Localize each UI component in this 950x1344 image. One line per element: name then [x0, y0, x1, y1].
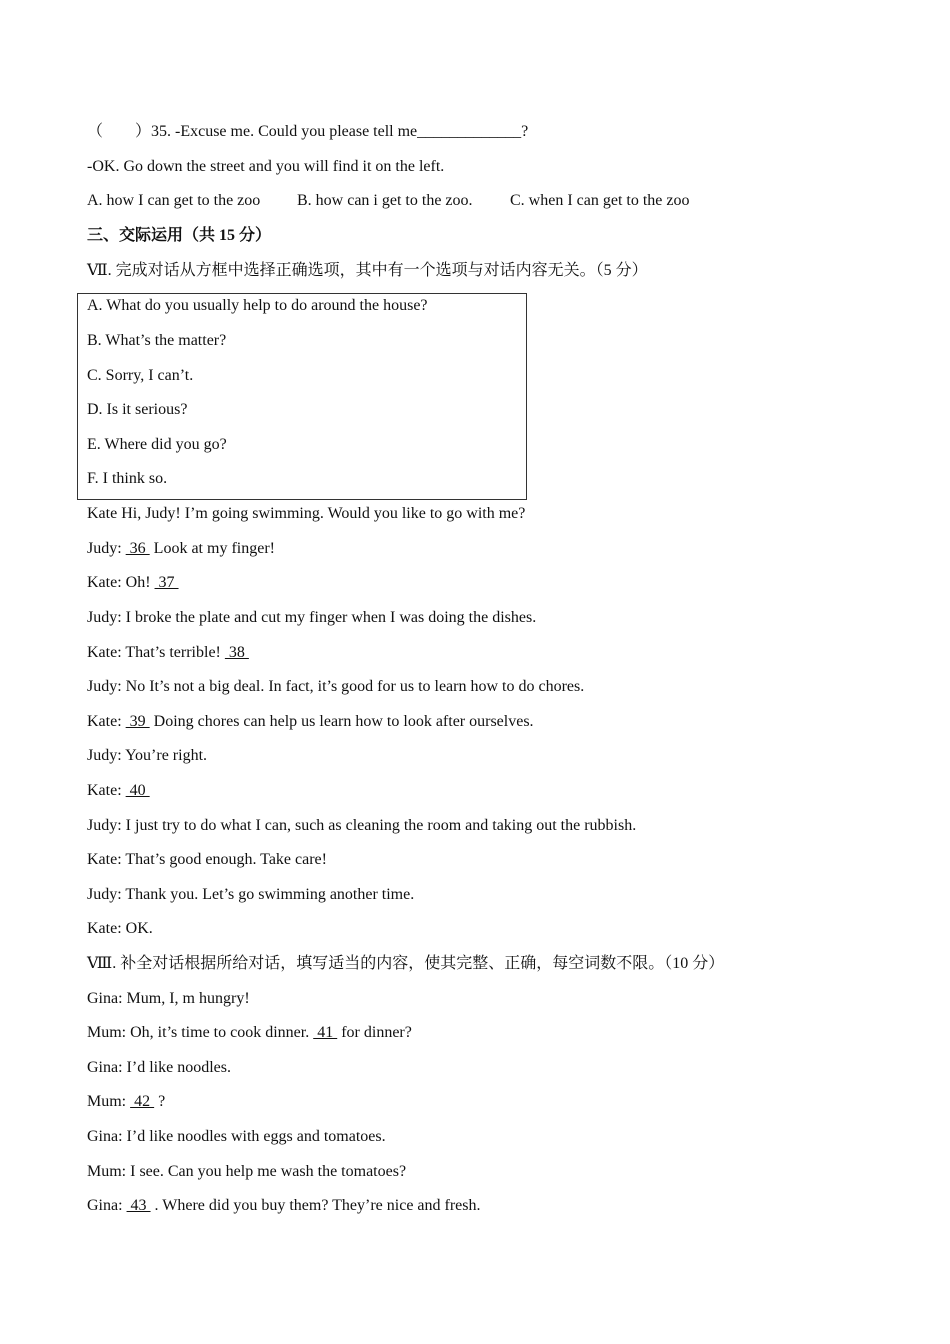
option-b: B. how can i get to the zoo. [297, 192, 473, 209]
part-8-instruction: Ⅷ. 补全对话根据所给对话，填写适当的内容，使其完整、正确，每空词数不限。（10 分） [87, 955, 725, 972]
dialogue-line: Kate: 39 Doing chores can help us learn how to look after ourselves. [87, 713, 534, 730]
question-35-stem: （ ）35. -Excuse me. Could you please tell me [87, 123, 418, 140]
answer-blank-38: 38 [224, 644, 249, 661]
dialogue-line: Kate Hi, Judy! I’m going swimming. Would you like to go with me? [87, 505, 526, 522]
dialogue-line: Mum: Oh, it’s time to cook dinner. 41 for dinner? [87, 1024, 412, 1041]
answer-blank-43: 43 [126, 1197, 151, 1214]
dialogue-line: Kate: That’s good enough. Take care! [87, 851, 327, 868]
box-option: D. Is it serious? [87, 401, 188, 418]
dialogue-line: Gina: 43 . Where did you buy them? They’re nice and fresh. [87, 1197, 481, 1214]
dialogue-line: Judy: 36 Look at my finger! [87, 540, 275, 557]
dialogue-line: Gina: Mum, I, m hungry! [87, 990, 250, 1007]
dialogue-line: Judy: You’re right. [87, 747, 208, 764]
box-option: A. What do you usually help to do around the house? [87, 297, 428, 314]
dialogue-line: Gina: I’d like noodles. [87, 1059, 231, 1076]
dialogue-line: Kate: 40 [87, 782, 150, 799]
answer-blank-39: 39 [125, 713, 150, 730]
dialogue-line: Judy: I broke the plate and cut my finger when I was doing the dishes. [87, 609, 537, 626]
box-option: E. Where did you go? [87, 436, 227, 453]
dialogue-line: Mum: I see. Can you help me wash the tomatoes? [87, 1163, 407, 1180]
dialogue-line: Kate: That’s terrible! 38 [87, 644, 249, 661]
option-c: C. when I can get to the zoo [510, 192, 690, 209]
dialogue-line: Kate: Oh! 37 [87, 574, 179, 591]
question-35-reply: -OK. Go down the street and you will find it on the left. [87, 158, 445, 175]
question-35 [87, 120, 528, 144]
question-35-end: ? [521, 123, 529, 140]
dialogue-line: Gina: I’d like noodles with eggs and tomatoes. [87, 1128, 386, 1145]
dialogue-line: Judy: I just try to do what I can, such as cleaning the room and taking out the rubbish. [87, 817, 637, 834]
box-option: C. Sorry, I can’t. [87, 367, 194, 384]
question-35-blank: _____________ [417, 123, 522, 140]
answer-blank-41: 41 [313, 1024, 338, 1041]
answer-blank-37: 37 [154, 574, 179, 591]
section-heading: 三、交际运用（共 15 分） [87, 227, 272, 244]
answer-blank-42: 42 [130, 1093, 155, 1110]
box-option: F. I think so. [87, 470, 168, 487]
part-7-instruction: Ⅶ. 完成对话从方框中选择正确选项，其中有一个选项与对话内容无关。（5 分） [87, 262, 648, 279]
dialogue-line: Judy: Thank you. Let’s go swimming another time. [87, 886, 415, 903]
dialogue-line: Judy: No It’s not a big deal. In fact, it’s good for us to learn how to do chores. [87, 678, 585, 695]
option-a: A. how I can get to the zoo [87, 192, 261, 209]
dialogue-line: Mum: 42 ? [87, 1093, 166, 1110]
box-option: B. What’s the matter? [87, 332, 227, 349]
question-35-options [0, 189, 950, 213]
answer-blank-36: 36 [125, 540, 150, 557]
dialogue-line: Kate: OK. [87, 920, 153, 937]
answer-blank-40: 40 [125, 782, 150, 799]
